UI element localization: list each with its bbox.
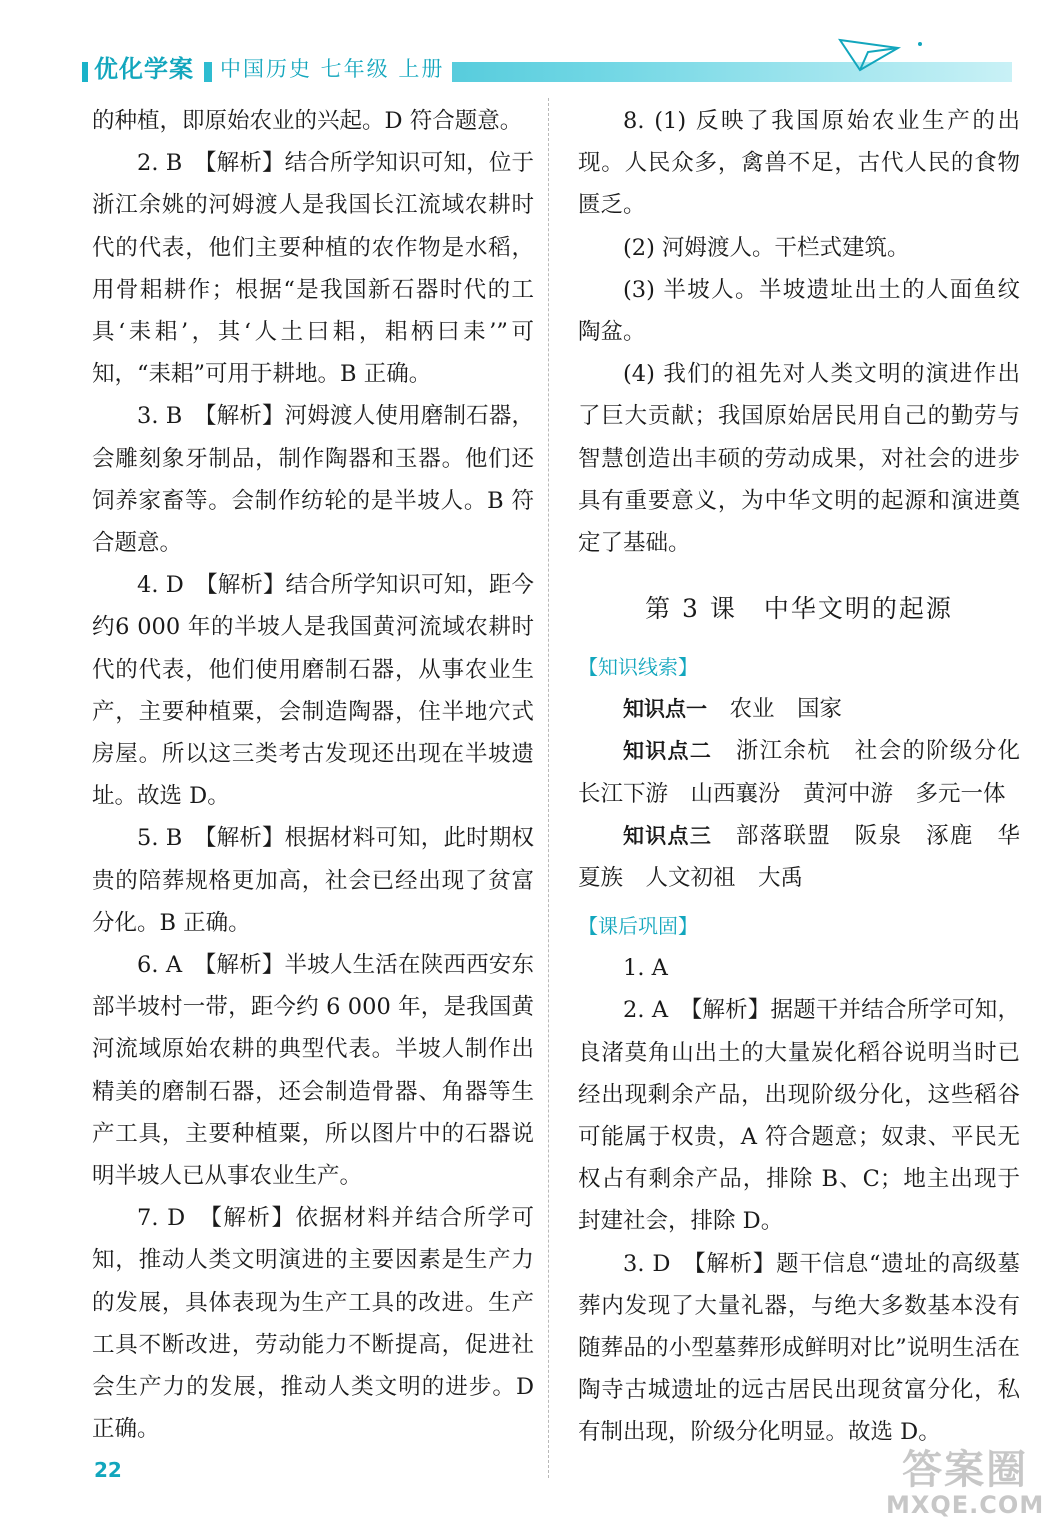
knowledge-point-1 (578, 688, 1020, 730)
answer-item-3: 3. B 【解析】河姆渡人使用磨制石器，会雕刻象牙制品，制作陶器和玉器。他们还饲养家畜等。会制作纺轮的是半坡人。B 符合题意。 (92, 403, 534, 557)
after-answer-3: 3. D 【解析】题干信息“遗址的高级墓葬内发现了大量礼器，与绝大多数基本没有随葬品的小型墓葬形成鲜明对比”说明生活在陶寺古城遗址的远古居民出现贫富分化，私有制出现，阶级分化明显。故选 D。 (578, 1250, 1020, 1446)
after-answer-2: 2. A 【解析】据题干并结合所学可知，良渚莫角山出土的大量炭化稻谷说明当时已经出现剩余产品，出现阶级分化，这些稻谷可能属于权贵，A 符合题意；奴隶、平民无权占有剩余产品，排除 B、C；地主出现于封建社会，排除 D。 (578, 997, 1020, 1235)
watermark-logo (886, 1448, 1044, 1518)
brand-logo: 优化学案 (88, 52, 204, 86)
answer-item-2: 2. B 【解析】结合所学知识可知，位于浙江余姚的河姆渡人是我国长江流域农耕时代的代表，他们主要种植的农作物是水稻，用骨耜耕作；根据“是我国新石器时代的工具‘耒耜’，其‘人土曰耜，耜柄曰耒’”可知，“耒耜”可用于耕地。B 正确。 (92, 150, 534, 388)
knowledge-point-2-label: 知识点二 (623, 739, 713, 764)
answer-item-7: 7. D 【解析】依据材料并结合所学可知，推动人类文明演进的主要因素是生产力的发展，具体表现为生产工具的改进。生产工具不断改进，劳动能力不断提高，促进社会生产力的发展，推动人类文明的进步。D 正确。 (92, 1205, 534, 1443)
answer-item-5: 5. B 【解析】根据材料可知，此时期权贵的陪葬规格更加高，社会已经出现了贫富分化。B 正确。 (92, 825, 534, 936)
section-tag-knowledge: 【知识线索】 (578, 655, 698, 680)
answer-item-6: 6. A 【解析】半坡人生活在陕西西安东部半坡村一带，距今约 6 000 年，是我国黄河流域原始农耕的典型代表。半坡人制作出精美的磨制石器，还会制造骨器、角器等生产工具，主要种植粟，所以图片中的石器说明半坡人已从事农业生产。 (92, 952, 534, 1190)
knowledge-point-1-text: 农业 国家 (707, 696, 843, 723)
knowledge-point-3-label: 知识点三 (623, 823, 713, 848)
page-number: 22 (94, 1458, 122, 1482)
answer-item-8-1: 8. (1) 反映了我国原始农业生产的出现。人民众多，禽兽不足，古代人民的食物匮乏。 (578, 108, 1020, 219)
left-column (92, 100, 534, 1451)
after-answer-1: 1. A (623, 955, 668, 982)
lesson-title: 第 3 课 中华文明的起源 (645, 594, 953, 624)
answer-item-8-2: (2) 河姆渡人。干栏式建筑。 (623, 234, 910, 261)
column-divider (548, 98, 549, 1478)
knowledge-point-3 (578, 815, 1020, 899)
answer-continuation: 的种植，即原始农业的兴起。D 符合题意。 (92, 108, 523, 134)
knowledge-point-2-text: 浙江余杭 社会的阶级分化 长江下游 山西襄汾 黄河中游 多元一体 (578, 738, 1043, 807)
answer-item-8-4: (4) 我们的祖先对人类文明的演进作出了巨大贡献；我国原始居民用自己的勤劳与智慧创造出丰硕的劳动成果，对社会的进步具有重要意义，为中华文明的起源和演进奠定了基础。 (578, 361, 1020, 557)
knowledge-point-1-label: 知识点一 (623, 697, 707, 722)
subject-title: 中国历史 七年级 上册 (212, 52, 452, 86)
answer-item-8-3: (3) 半坡人。半坡遗址出土的人面鱼纹陶盆。 (578, 276, 1020, 346)
knowledge-point-2 (578, 730, 1043, 814)
right-column (578, 100, 1043, 1454)
section-tag-consolidate: 【课后巩固】 (578, 914, 698, 939)
answer-item-4: 4. D 【解析】结合所学知识可知，距今约6 000 年的半坡人是我国黄河流域农耕时代的代表，他们使用磨制石器，从事农业生产，主要种植粟，会制造陶器，住半地穴式房屋。所以这三类考古发现还出现在半坡遗址。故选 D。 (92, 572, 534, 810)
watermark-cn: 答案圈 (902, 1447, 1029, 1493)
page-header (0, 0, 1058, 100)
watermark-en: MXQE.COM (886, 1491, 1045, 1519)
knowledge-point-3-text: 部落联盟 阪泉 涿鹿 华夏族 人文初祖 大禹 (578, 822, 1020, 892)
paper-plane-icon (838, 30, 948, 74)
